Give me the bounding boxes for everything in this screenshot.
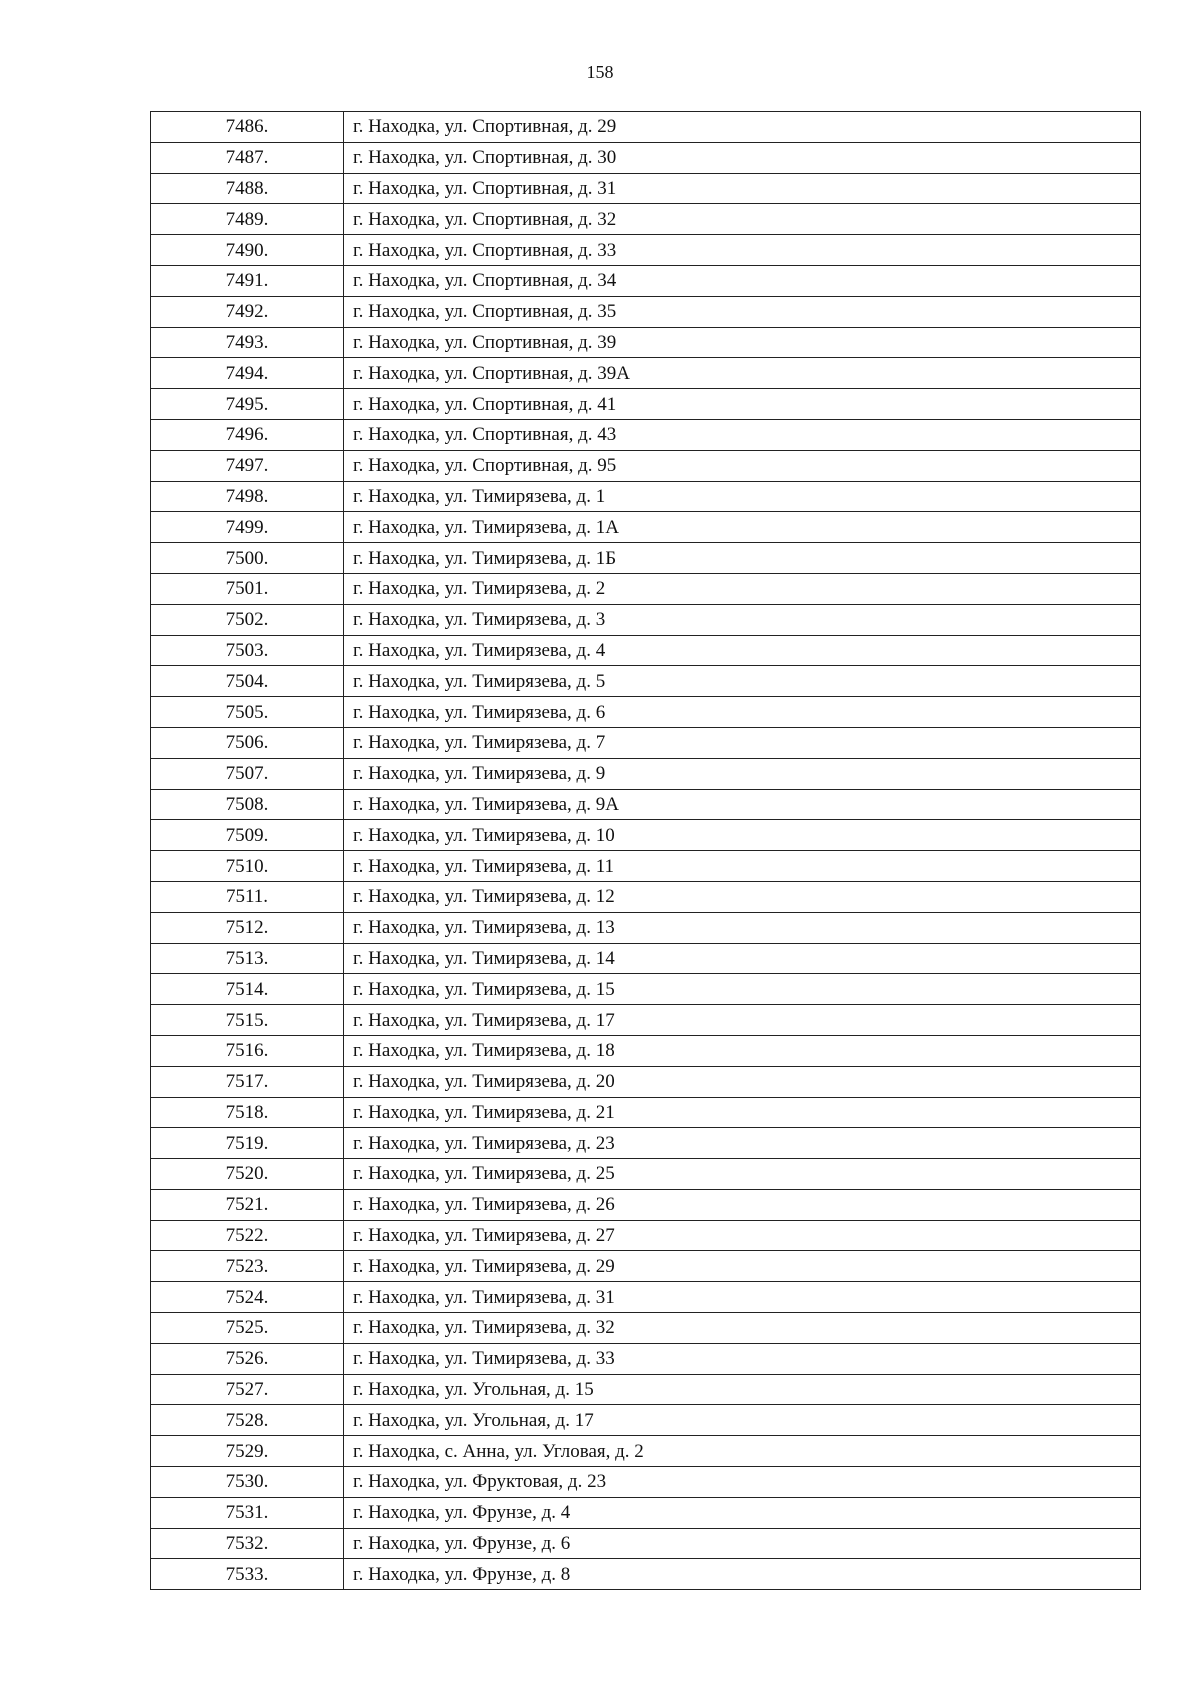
table-row: [151, 758, 1141, 789]
address-cell: г. Находка, ул. Тимирязева, д. 17: [344, 1005, 1141, 1036]
address-cell: г. Находка, ул. Фрунзе, д. 6: [344, 1528, 1141, 1559]
address-cell: г. Находка, ул. Тимирязева, д. 12: [344, 881, 1141, 912]
address-cell: г. Находка, ул. Тимирязева, д. 6: [344, 697, 1141, 728]
row-number-cell: 7525.: [151, 1313, 344, 1344]
address-cell: г. Находка, ул. Спортивная, д. 30: [344, 142, 1141, 173]
address-cell: г. Находка, ул. Спортивная, д. 32: [344, 204, 1141, 235]
row-number-cell: 7503.: [151, 635, 344, 666]
row-number-cell: 7517.: [151, 1066, 344, 1097]
address-cell: г. Находка, ул. Спортивная, д. 35: [344, 296, 1141, 327]
address-cell: г. Находка, ул. Спортивная, д. 33: [344, 235, 1141, 266]
row-number-cell: 7528.: [151, 1405, 344, 1436]
address-cell: г. Находка, ул. Фруктовая, д. 23: [344, 1467, 1141, 1498]
row-number-cell: 7499.: [151, 512, 344, 543]
table-row: [151, 1035, 1141, 1066]
table-row: [151, 1097, 1141, 1128]
address-cell: г. Находка, ул. Тимирязева, д. 31: [344, 1282, 1141, 1313]
address-cell: г. Находка, ул. Тимирязева, д. 21: [344, 1097, 1141, 1128]
row-number-cell: 7511.: [151, 881, 344, 912]
table-row: [151, 112, 1141, 143]
address-cell: г. Находка, ул. Тимирязева, д. 32: [344, 1313, 1141, 1344]
address-cell: г. Находка, ул. Тимирязева, д. 1А: [344, 512, 1141, 543]
row-number-cell: 7493.: [151, 327, 344, 358]
address-cell: г. Находка, ул. Тимирязева, д. 9: [344, 758, 1141, 789]
row-number-cell: 7491.: [151, 265, 344, 296]
address-cell: г. Находка, ул. Тимирязева, д. 20: [344, 1066, 1141, 1097]
row-number-cell: 7530.: [151, 1467, 344, 1498]
row-number-cell: 7531.: [151, 1497, 344, 1528]
row-number-cell: 7486.: [151, 112, 344, 143]
address-cell: г. Находка, ул. Тимирязева, д. 4: [344, 635, 1141, 666]
table-row: [151, 265, 1141, 296]
row-number-cell: 7507.: [151, 758, 344, 789]
table-row: [151, 820, 1141, 851]
table-row: [151, 419, 1141, 450]
address-cell: г. Находка, ул. Спортивная, д. 39: [344, 327, 1141, 358]
address-cell: г. Находка, ул. Фрунзе, д. 8: [344, 1559, 1141, 1590]
address-cell: г. Находка, ул. Тимирязева, д. 27: [344, 1220, 1141, 1251]
address-table-body: [151, 112, 1141, 1590]
table-row: [151, 697, 1141, 728]
row-number-cell: 7506.: [151, 727, 344, 758]
row-number-cell: 7492.: [151, 296, 344, 327]
row-number-cell: 7500.: [151, 543, 344, 574]
address-cell: г. Находка, ул. Тимирязева, д. 15: [344, 974, 1141, 1005]
row-number-cell: 7488.: [151, 173, 344, 204]
row-number-cell: 7490.: [151, 235, 344, 266]
address-cell: г. Находка, ул. Спортивная, д. 31: [344, 173, 1141, 204]
row-number-cell: 7502.: [151, 604, 344, 635]
table-row: [151, 481, 1141, 512]
row-number-cell: 7515.: [151, 1005, 344, 1036]
row-number-cell: 7505.: [151, 697, 344, 728]
table-row: [151, 1374, 1141, 1405]
table-row: [151, 1497, 1141, 1528]
table-row: [151, 1189, 1141, 1220]
row-number-cell: 7496.: [151, 419, 344, 450]
table-row: [151, 1066, 1141, 1097]
row-number-cell: 7527.: [151, 1374, 344, 1405]
table-row: [151, 573, 1141, 604]
table-row: [151, 881, 1141, 912]
address-cell: г. Находка, ул. Спортивная, д. 95: [344, 450, 1141, 481]
row-number-cell: 7514.: [151, 974, 344, 1005]
table-row: [151, 389, 1141, 420]
address-cell: г. Находка, ул. Тимирязева, д. 13: [344, 912, 1141, 943]
row-number-cell: 7489.: [151, 204, 344, 235]
row-number-cell: 7487.: [151, 142, 344, 173]
table-row: [151, 1528, 1141, 1559]
table-row: [151, 1343, 1141, 1374]
address-cell: г. Находка, ул. Спортивная, д. 39А: [344, 358, 1141, 389]
table-row: [151, 1220, 1141, 1251]
address-cell: г. Находка, ул. Тимирязева, д. 10: [344, 820, 1141, 851]
address-cell: г. Находка, ул. Тимирязева, д. 1Б: [344, 543, 1141, 574]
row-number-cell: 7509.: [151, 820, 344, 851]
table-row: [151, 1159, 1141, 1190]
row-number-cell: 7518.: [151, 1097, 344, 1128]
row-number-cell: 7522.: [151, 1220, 344, 1251]
table-row: [151, 358, 1141, 389]
page-number: 158: [586, 62, 614, 82]
address-cell: г. Находка, ул. Тимирязева, д. 25: [344, 1159, 1141, 1190]
table-row: [151, 204, 1141, 235]
table-row: [151, 1467, 1141, 1498]
address-cell: г. Находка, ул. Фрунзе, д. 4: [344, 1497, 1141, 1528]
table-row: [151, 512, 1141, 543]
table-row: [151, 142, 1141, 173]
table-row: [151, 1313, 1141, 1344]
table-row: [151, 1128, 1141, 1159]
row-number-cell: 7497.: [151, 450, 344, 481]
address-cell: г. Находка, ул. Спортивная, д. 43: [344, 419, 1141, 450]
address-cell: г. Находка, ул. Тимирязева, д. 2: [344, 573, 1141, 604]
address-cell: г. Находка, ул. Угольная, д. 17: [344, 1405, 1141, 1436]
table-row: [151, 296, 1141, 327]
row-number-cell: 7519.: [151, 1128, 344, 1159]
address-cell: г. Находка, ул. Спортивная, д. 29: [344, 112, 1141, 143]
table-row: [151, 943, 1141, 974]
row-number-cell: 7508.: [151, 789, 344, 820]
address-cell: г. Находка, ул. Тимирязева, д. 1: [344, 481, 1141, 512]
address-cell: г. Находка, ул. Спортивная, д. 34: [344, 265, 1141, 296]
table-row: [151, 450, 1141, 481]
address-cell: г. Находка, ул. Тимирязева, д. 33: [344, 1343, 1141, 1374]
row-number-cell: 7526.: [151, 1343, 344, 1374]
address-cell: г. Находка, ул. Тимирязева, д. 11: [344, 851, 1141, 882]
row-number-cell: 7533.: [151, 1559, 344, 1590]
table-row: [151, 1436, 1141, 1467]
table-row: [151, 1282, 1141, 1313]
row-number-cell: 7501.: [151, 573, 344, 604]
table-row: [151, 1005, 1141, 1036]
row-number-cell: 7532.: [151, 1528, 344, 1559]
row-number-cell: 7524.: [151, 1282, 344, 1313]
table-row: [151, 727, 1141, 758]
table-row: [151, 912, 1141, 943]
address-cell: г. Находка, ул. Тимирязева, д. 7: [344, 727, 1141, 758]
row-number-cell: 7510.: [151, 851, 344, 882]
table-row: [151, 974, 1141, 1005]
address-cell: г. Находка, ул. Тимирязева, д. 5: [344, 666, 1141, 697]
address-cell: г. Находка, ул. Тимирязева, д. 3: [344, 604, 1141, 635]
table-row: [151, 789, 1141, 820]
row-number-cell: 7494.: [151, 358, 344, 389]
address-cell: г. Находка, ул. Спортивная, д. 41: [344, 389, 1141, 420]
address-cell: г. Находка, ул. Тимирязева, д. 14: [344, 943, 1141, 974]
address-cell: г. Находка, ул. Тимирязева, д. 29: [344, 1251, 1141, 1282]
address-cell: г. Находка, ул. Тимирязева, д. 9А: [344, 789, 1141, 820]
table-row: [151, 604, 1141, 635]
table-row: [151, 1405, 1141, 1436]
address-cell: г. Находка, ул. Тимирязева, д. 26: [344, 1189, 1141, 1220]
row-number-cell: 7512.: [151, 912, 344, 943]
table-row: [151, 327, 1141, 358]
row-number-cell: 7498.: [151, 481, 344, 512]
table-row: [151, 635, 1141, 666]
table-row: [151, 173, 1141, 204]
row-number-cell: 7513.: [151, 943, 344, 974]
table-row: [151, 543, 1141, 574]
table-row: [151, 235, 1141, 266]
address-cell: г. Находка, ул. Угольная, д. 15: [344, 1374, 1141, 1405]
row-number-cell: 7495.: [151, 389, 344, 420]
row-number-cell: 7520.: [151, 1159, 344, 1190]
row-number-cell: 7529.: [151, 1436, 344, 1467]
table-row: [151, 1251, 1141, 1282]
row-number-cell: 7521.: [151, 1189, 344, 1220]
address-cell: г. Находка, с. Анна, ул. Угловая, д. 2: [344, 1436, 1141, 1467]
address-cell: г. Находка, ул. Тимирязева, д. 23: [344, 1128, 1141, 1159]
table-row: [151, 851, 1141, 882]
row-number-cell: 7516.: [151, 1035, 344, 1066]
address-table: [150, 111, 1141, 1590]
row-number-cell: 7504.: [151, 666, 344, 697]
table-row: [151, 666, 1141, 697]
table-row: [151, 1559, 1141, 1590]
row-number-cell: 7523.: [151, 1251, 344, 1282]
address-cell: г. Находка, ул. Тимирязева, д. 18: [344, 1035, 1141, 1066]
